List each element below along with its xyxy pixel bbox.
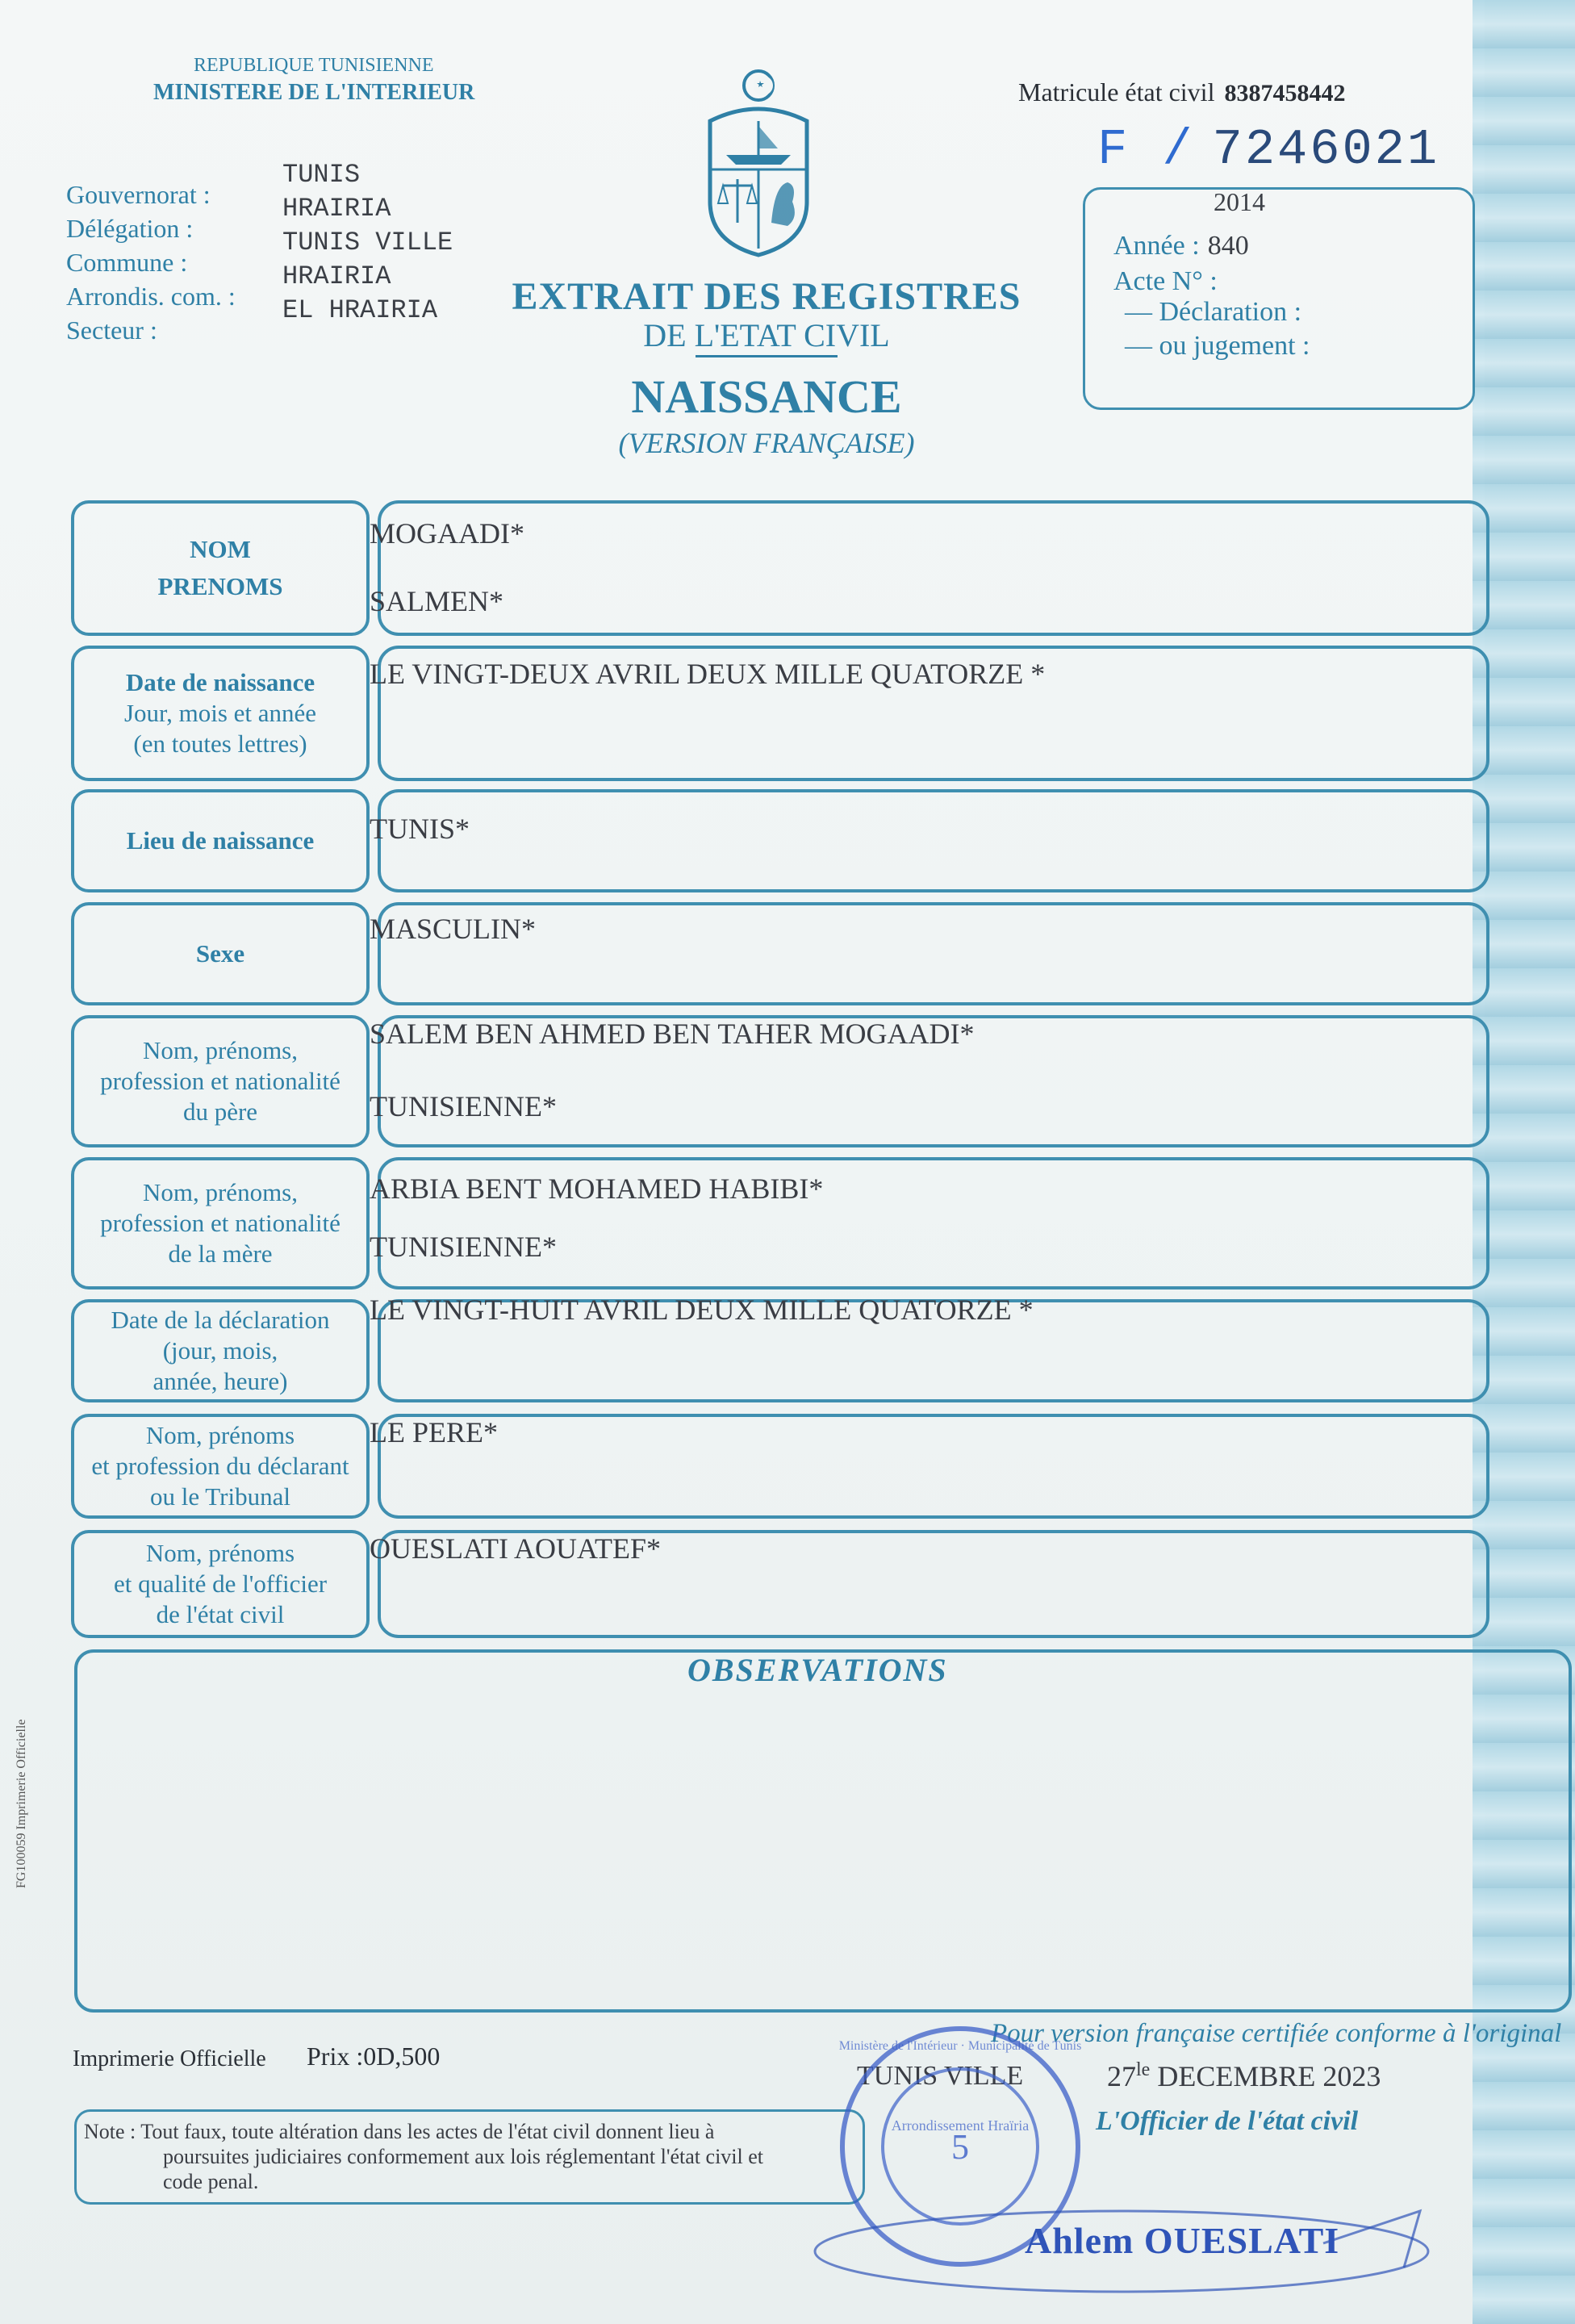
- matricule-value: 8387458442: [1224, 80, 1346, 107]
- label-line: et profession du déclarant: [91, 1452, 349, 1480]
- secteur-value: EL HRAIRIA: [282, 295, 438, 325]
- date-declaration-value: LE VINGT-HUIT AVRIL DEUX MILLE QUATORZE *: [370, 1294, 1034, 1326]
- republique-text: REPUBLIQUE TUNISIENNE: [194, 55, 434, 76]
- arrondissement-label: Arrondis. com. :: [66, 282, 236, 311]
- observations-title: OBSERVATIONS: [687, 1652, 948, 1688]
- row-declarant: [71, 1414, 1489, 1519]
- serial-number: [1097, 121, 1439, 178]
- date-sup: le: [1136, 2059, 1151, 2080]
- row-label: [71, 1015, 370, 1147]
- prix-label: Prix :0D,500: [307, 2042, 441, 2071]
- acte-number-value: 840: [1207, 231, 1249, 261]
- location-values: [282, 158, 453, 328]
- label-line: Date de naissance: [125, 668, 315, 696]
- arrondissement-value: HRAIRIA: [282, 261, 391, 291]
- jugement-label: — ou jugement :: [1125, 331, 1310, 361]
- label-line: de la mère: [168, 1239, 273, 1268]
- delegation-label: Délégation :: [66, 214, 194, 243]
- row-label: [71, 646, 370, 781]
- label-line: Nom, prénoms: [145, 1421, 295, 1449]
- label-line: (jour, mois,: [162, 1336, 278, 1365]
- ministere-text: MINISTERE DE L'INTERIEUR: [153, 80, 475, 105]
- row-label: [71, 902, 370, 1005]
- title-version: (VERSION FRANÇAISE): [618, 427, 915, 459]
- label-line: NOM: [190, 535, 251, 563]
- row-value-box: [378, 500, 1489, 636]
- title-extrait: EXTRAIT DES REGISTRES: [512, 275, 1021, 318]
- label-line: Lieu de naissance: [126, 826, 315, 855]
- row-value-box: [378, 1414, 1489, 1519]
- legal-note: [84, 2119, 850, 2194]
- label-line: Date de la déclaration: [111, 1306, 330, 1334]
- row-sexe: [71, 902, 1489, 1005]
- mere-nationalite-value: TUNISIENNE*: [370, 1231, 557, 1263]
- row-mere: [71, 1157, 1489, 1289]
- gouvernorat-label: Gouvernorat :: [66, 180, 211, 209]
- date-naissance-value: LE VINGT-DEUX AVRIL DEUX MILLE QUATORZE *: [370, 658, 1046, 690]
- title-divider: [696, 355, 838, 357]
- row-label: [71, 1157, 370, 1289]
- label-line: ou le Tribunal: [150, 1482, 290, 1511]
- row-label: [71, 1530, 370, 1638]
- secteur-label: Secteur :: [66, 316, 157, 345]
- row-date-naissance: [71, 646, 1489, 781]
- gouvernorat-value: TUNIS: [282, 160, 361, 190]
- issue-date: [1107, 2059, 1381, 2093]
- label-line: profession et nationalité: [100, 1209, 340, 1237]
- row-officier: [71, 1530, 1489, 1638]
- label-line: PRENOMS: [157, 572, 283, 600]
- lieu-naissance-value: TUNIS*: [370, 813, 470, 845]
- label-line: Nom, prénoms,: [142, 1036, 298, 1064]
- matricule-label: Matricule état civil: [1018, 77, 1215, 107]
- note-line: code penal.: [163, 2170, 259, 2193]
- label-line: et qualité de l'officier: [113, 1570, 328, 1598]
- stamp-ring-text: Ministère de l'Intérieur · Municipalité de Tunis: [838, 2039, 1082, 2053]
- row-lieu-naissance: [71, 789, 1489, 892]
- location-labels: [66, 178, 236, 347]
- label-line: année, heure): [152, 1367, 288, 1395]
- title-etat-civil: DE L'ETAT CIVIL: [643, 317, 890, 353]
- imprimerie-label: Imprimerie Officielle: [73, 2046, 266, 2071]
- serial-value: 7246021: [1212, 121, 1440, 178]
- stamp-inner-text: Arrondissement Hraïria: [891, 2117, 1030, 2134]
- row-label: [71, 500, 370, 636]
- prenoms-value: SALMEN*: [370, 585, 504, 617]
- row-pere: [71, 1015, 1489, 1147]
- printer-reference: FG100059 Imprimerie Officielle: [15, 1719, 28, 1888]
- pere-nationalite-value: TUNISIENNE*: [370, 1090, 557, 1122]
- label-line: (en toutes lettres): [133, 729, 307, 758]
- row-nom-prenoms: [71, 500, 1489, 636]
- commune-label: Commune :: [66, 248, 188, 277]
- label-line: Nom, prénoms: [145, 1539, 295, 1567]
- row-label: [71, 1299, 370, 1402]
- acte-year-value: 2014: [1214, 187, 1265, 216]
- row-date-declaration: [71, 1294, 1489, 1402]
- label-line: profession et nationalité: [100, 1067, 340, 1095]
- annee-line: [1113, 231, 1249, 261]
- declarant-value: LE PERE*: [370, 1416, 498, 1448]
- certification-text: Pour version française certifiée conforme à l'original: [991, 2019, 1562, 2048]
- label-line: de l'état civil: [156, 1600, 285, 1628]
- ministry-header: [153, 52, 474, 107]
- serial-prefix: F /: [1097, 121, 1195, 178]
- delegation-value: HRAIRIA: [282, 194, 391, 224]
- commune-value: TUNIS VILLE: [282, 228, 453, 257]
- issue-place: TUNIS VILLE: [857, 2061, 1024, 2091]
- date-day: 27: [1107, 2060, 1136, 2092]
- note-line: poursuites judiciaires conformement aux lois réglementant l'état civil et: [163, 2145, 764, 2168]
- signature-name: Ahlem OUESLATI: [1025, 2220, 1340, 2261]
- label-line: Nom, prénoms,: [142, 1178, 298, 1206]
- stamp-number: 5: [951, 2127, 969, 2167]
- row-value-box: [378, 902, 1489, 1005]
- matricule: [1018, 77, 1345, 107]
- observations-box: [74, 1649, 1572, 2013]
- row-label: [71, 1414, 370, 1519]
- pere-name-value: SALEM BEN AHMED BEN TAHER MOGAADI*: [370, 1018, 975, 1050]
- annee-label: Année :: [1113, 231, 1200, 261]
- declaration-label: — Déclaration :: [1125, 297, 1302, 327]
- officier-value: OUESLATI AOUATEF*: [370, 1532, 662, 1565]
- title-naissance: NAISSANCE: [631, 370, 902, 423]
- coat-of-arms-emblem: [694, 65, 823, 258]
- note-line: Note : Tout faux, toute altération dans les actes de l'état civil donnent lieu à: [84, 2120, 715, 2143]
- label-line: du père: [182, 1097, 258, 1126]
- date-rest: DECEMBRE 2023: [1157, 2060, 1381, 2092]
- label-line: Jour, mois et année: [123, 699, 317, 727]
- row-value-box: [378, 789, 1489, 892]
- officier-title: L'Officier de l'état civil: [1096, 2106, 1359, 2136]
- row-label: [71, 789, 370, 892]
- mere-name-value: ARBIA BENT MOHAMED HABIBI*: [370, 1172, 824, 1205]
- label-line: Sexe: [195, 939, 245, 968]
- sexe-value: MASCULIN*: [370, 913, 537, 945]
- nom-value: MOGAADI*: [370, 517, 524, 550]
- acte-label: Acte N° :: [1113, 266, 1218, 296]
